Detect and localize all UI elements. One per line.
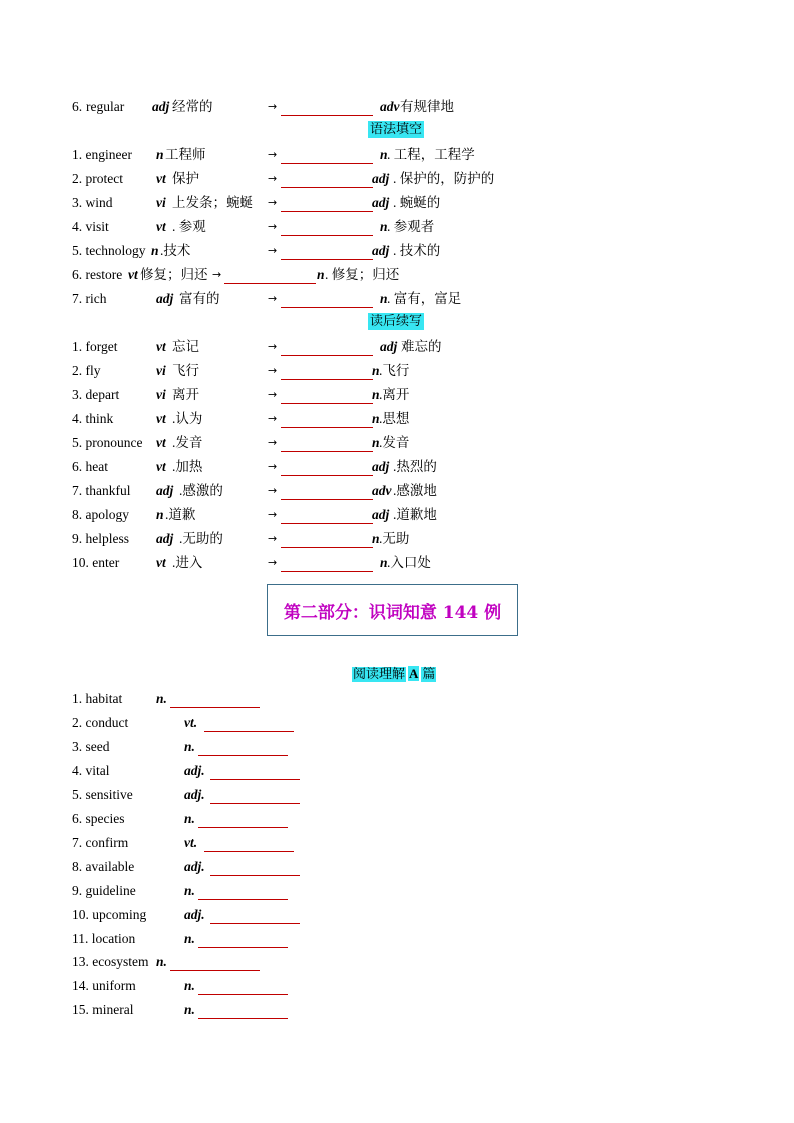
vocab-row: [72, 761, 332, 781]
word-text: 7. thankful: [72, 483, 131, 498]
meaning-text: 富有的: [179, 291, 220, 306]
pos-label: adj: [372, 507, 390, 522]
pos-label: n: [372, 435, 380, 450]
word-row: [72, 481, 552, 501]
word-row: [72, 193, 552, 213]
word-text: 2. fly: [72, 363, 101, 378]
pos-label: vt.: [184, 715, 198, 730]
pos-label: vt: [156, 171, 166, 186]
answer-blank[interactable]: [281, 100, 373, 122]
meaning-text: .思想: [379, 411, 410, 426]
word-text: regular: [86, 99, 125, 114]
pos-label: n.: [156, 954, 167, 969]
vocab-row: [72, 809, 332, 829]
pos-label: adj: [372, 459, 390, 474]
pos-label: n.: [184, 811, 195, 826]
vocab-row: [72, 1000, 332, 1020]
pos-label: adj: [372, 171, 390, 186]
word-text: 4. visit: [72, 219, 109, 234]
meaning-text: . 技术的: [393, 243, 441, 258]
arrow-icon: →: [268, 556, 278, 569]
meaning-text: . 富有，富足: [387, 291, 462, 306]
word-text: 7. rich: [72, 291, 107, 306]
pos-label: vi: [156, 387, 166, 402]
vocab-row: [72, 737, 332, 757]
word-text: 4. vital: [72, 763, 110, 778]
meaning-text: 保护: [172, 171, 199, 186]
word-text: 13. ecosystem: [72, 954, 149, 969]
vocab-row: [72, 976, 332, 996]
pos-label: vi: [156, 363, 166, 378]
word-text: 5. technology: [72, 243, 146, 258]
pos-label: n: [156, 507, 164, 522]
word-text: 1. forget: [72, 339, 118, 354]
section-title-grammar: 语法填空: [370, 122, 423, 137]
pos-label: adj: [152, 99, 170, 114]
meaning-text: .飞行: [379, 363, 410, 378]
arrow-icon: →: [268, 244, 278, 257]
arrow-icon: →: [268, 148, 278, 161]
vocab-row: [72, 785, 332, 805]
vocab-row: [72, 881, 332, 901]
meaning-text: .加热: [172, 459, 203, 474]
word-row: [72, 385, 552, 405]
word-text: 10. upcoming: [72, 907, 147, 922]
meaning-text: 上发条；蜿蜒: [172, 195, 253, 210]
pos-label: adj: [380, 339, 398, 354]
word-text: 15. mineral: [72, 1002, 134, 1017]
word-text: 1. habitat: [72, 691, 123, 706]
word-text: 11. location: [72, 931, 136, 946]
part-two-title: 第二部分：识词知意 144 例: [267, 584, 518, 636]
meaning-text: . 工程，工程学: [387, 147, 475, 162]
arrow-icon: →: [268, 100, 278, 113]
meaning-text: .道歉: [165, 507, 196, 522]
word-text: 9. helpless: [72, 531, 129, 546]
pos-label: n: [372, 411, 380, 426]
vocab-row: [72, 905, 332, 925]
meaning-text: .无助的: [179, 531, 223, 546]
meaning-text: 修复；归还: [140, 267, 208, 282]
word-text: 6. restore: [72, 267, 123, 282]
pos-label: adj.: [184, 859, 205, 874]
word-text: 6. heat: [72, 459, 108, 474]
word-text: 5. sensitive: [72, 787, 133, 802]
word-text: 10. enter: [72, 555, 120, 570]
meaning-text: .发音: [172, 435, 203, 450]
pos-label: n.: [184, 883, 195, 898]
pos-label: vt: [156, 459, 166, 474]
meaning-text: .道歉地: [393, 507, 437, 522]
word-text: 14. uniform: [72, 978, 136, 993]
meaning-text: . 参观者: [387, 219, 435, 234]
word-row: [72, 553, 552, 573]
meaning-text: .无助: [379, 531, 410, 546]
arrow-icon: →: [268, 388, 278, 401]
word-text: 2. conduct: [72, 715, 129, 730]
word-text: 5. pronounce: [72, 435, 143, 450]
word-row: [72, 145, 552, 165]
word-row: [72, 217, 552, 237]
word-text: 7. confirm: [72, 835, 129, 850]
pos-label: n.: [184, 739, 195, 754]
section-title-continuation: 读后续写: [370, 314, 423, 329]
pos-label: n: [380, 219, 388, 234]
pos-label: n: [372, 363, 380, 378]
arrow-icon: →: [268, 364, 278, 377]
pos-label: vt: [128, 267, 138, 282]
word-text: 3. seed: [72, 739, 110, 754]
pos-label: adj: [156, 291, 174, 306]
meaning-text: .认为: [172, 411, 203, 426]
arrow-icon: →: [268, 172, 278, 185]
pos-label: n.: [184, 978, 195, 993]
word-text: 4. think: [72, 411, 114, 426]
pos-label: adj.: [184, 787, 205, 802]
word-row: [72, 289, 552, 309]
section-title-part: 阅读理解: [353, 667, 406, 682]
pos-label: vt: [156, 339, 166, 354]
meaning-text: .感激的: [179, 483, 223, 498]
arrow-icon: →: [268, 532, 278, 545]
pos-label: vt: [156, 435, 166, 450]
pos-label: n: [372, 387, 380, 402]
meaning-text: 离开: [172, 387, 199, 402]
word-number: 6.: [72, 99, 83, 114]
vocab-row: [72, 929, 332, 949]
meaning-text: .进入: [172, 555, 203, 570]
pos-label: vt: [156, 555, 166, 570]
pos-label: adj: [156, 483, 174, 498]
meaning-text: . 保护的，防护的: [393, 171, 495, 186]
meaning-text: 忘记: [172, 339, 199, 354]
pos-label: adj.: [184, 763, 205, 778]
meaning-text: 难忘的: [401, 339, 442, 354]
vocab-row: [72, 833, 332, 853]
arrow-icon: →: [268, 196, 278, 209]
meaning-text: 工程师: [165, 147, 206, 162]
pos-label: n: [380, 147, 388, 162]
pos-label: n.: [184, 931, 195, 946]
pos-label: vt: [156, 411, 166, 426]
word-row: [72, 409, 552, 429]
meaning-text: .离开: [379, 387, 410, 402]
meaning-text: .感激地: [393, 483, 437, 498]
pos-label: adj: [372, 243, 390, 258]
pos-label: n: [151, 243, 159, 258]
word-text: 9. guideline: [72, 883, 136, 898]
section-title-reading-a: [352, 665, 436, 683]
word-text: 3. depart: [72, 387, 120, 402]
pos-label: n: [380, 555, 388, 570]
arrow-icon: →: [268, 508, 278, 521]
vocab-row: [72, 689, 332, 709]
meaning-text: 飞行: [172, 363, 199, 378]
meaning-text: .入口处: [387, 555, 431, 570]
word-text: 3. wind: [72, 195, 113, 210]
pos-label: adv: [372, 483, 392, 498]
pos-label: n: [380, 291, 388, 306]
meaning-text: . 修复；归还: [325, 267, 400, 282]
word-row: [72, 433, 552, 453]
arrow-icon: →: [268, 460, 278, 473]
pos-label: vi: [156, 195, 166, 210]
meaning-text: . 蜿蜒的: [393, 195, 441, 210]
meaning-text: .热烈的: [393, 459, 437, 474]
pos-label: adj: [372, 195, 390, 210]
meaning-text: 经常的: [172, 99, 213, 114]
word-row: [72, 361, 552, 381]
pos-label: adj: [156, 531, 174, 546]
meaning-text: .发音: [379, 435, 410, 450]
pos-label: n.: [184, 1002, 195, 1017]
word-row: [72, 457, 552, 477]
word-text: 2. protect: [72, 171, 123, 186]
pos-label: vt.: [184, 835, 198, 850]
pos-label: vt: [156, 219, 166, 234]
pos-label: adj.: [184, 907, 205, 922]
arrow-icon: →: [268, 220, 278, 233]
word-row: [72, 265, 552, 285]
word-text: 1. engineer: [72, 147, 132, 162]
word-text: 8. available: [72, 859, 135, 874]
meaning-text: .技术: [160, 243, 191, 258]
arrow-icon: →: [268, 340, 278, 353]
pos-label: n: [156, 147, 164, 162]
pos-label: adv: [380, 99, 400, 114]
word-text: 8. apology: [72, 507, 129, 522]
word-text: 6. species: [72, 811, 125, 826]
section-title-part: 篇: [422, 667, 436, 682]
pos-label: n.: [156, 691, 167, 706]
vocab-row: [72, 952, 332, 972]
section-title-part: A: [409, 666, 419, 681]
word-row: [72, 241, 552, 261]
arrow-icon: →: [268, 412, 278, 425]
arrow-icon: →: [268, 484, 278, 497]
meaning-text: 有规律地: [400, 99, 454, 114]
arrow-icon: →: [212, 268, 222, 281]
word-row: [72, 169, 552, 189]
word-row-regular: [72, 97, 552, 117]
word-row: [72, 529, 552, 549]
pos-label: n: [372, 531, 380, 546]
vocab-row: [72, 857, 332, 877]
word-row: [72, 505, 552, 525]
arrow-icon: →: [268, 436, 278, 449]
pos-label: n: [317, 267, 325, 282]
arrow-icon: →: [268, 292, 278, 305]
vocab-row: [72, 713, 332, 733]
word-row: [72, 337, 552, 357]
meaning-text: . 参观: [172, 219, 206, 234]
